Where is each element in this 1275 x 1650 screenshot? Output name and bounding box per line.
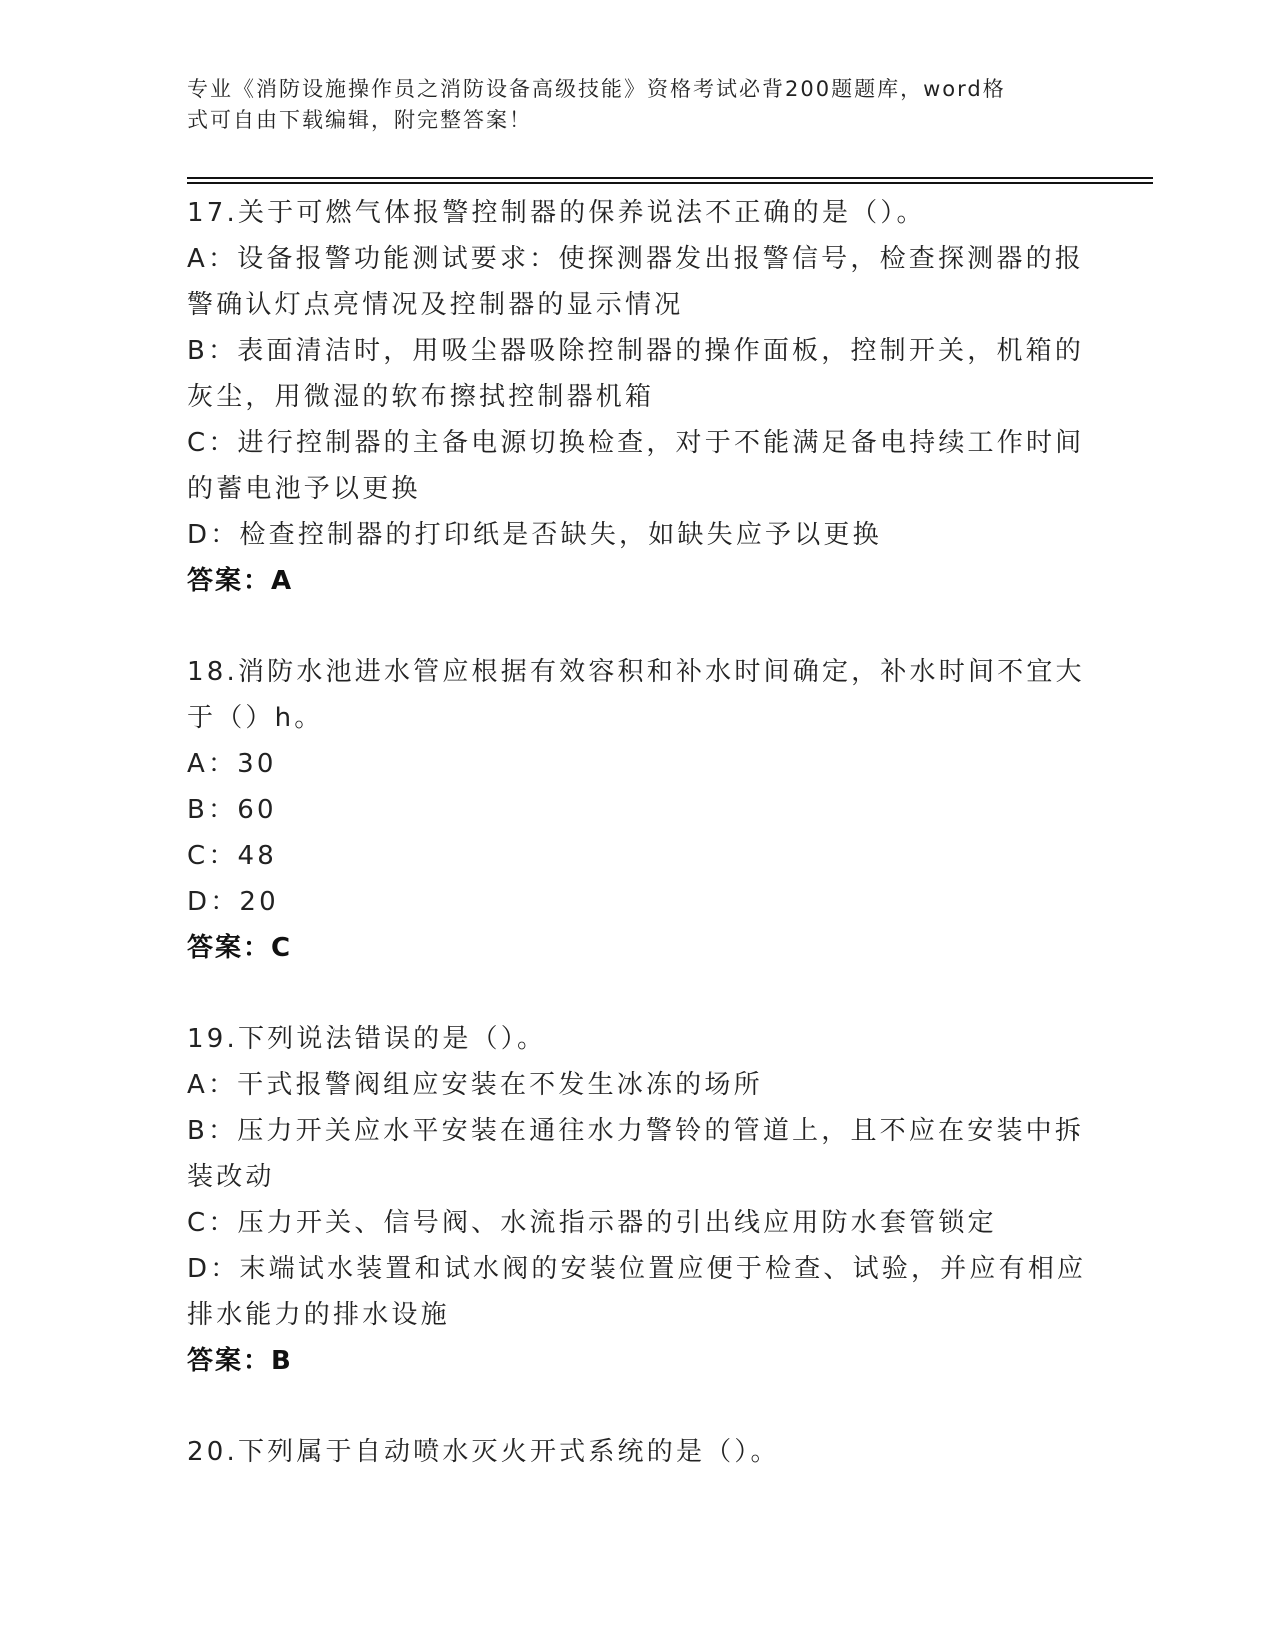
option-text: C：48	[187, 841, 278, 871]
question-block	[187, 1429, 1087, 1475]
header-divider-bottom	[187, 182, 1153, 184]
option-text: A：30	[187, 749, 277, 779]
option-text: 的蓄电池予以更换	[187, 474, 421, 504]
option-text: D：末端试水装置和试水阀的安装位置应便于检查、试验，并应有相应	[187, 1254, 1087, 1284]
option-text: 警确认灯点亮情况及控制器的显示情况	[187, 290, 684, 320]
answer-text: 答案：C	[187, 933, 293, 963]
option-text: C：压力开关、信号阀、水流指示器的引出线应用防水套管锁定	[187, 1208, 997, 1238]
question-text: 17.关于可燃气体报警控制器的保养说法不正确的是（）。	[187, 198, 926, 228]
question-block	[187, 1016, 1087, 1384]
option-text: A：干式报警阀组应安装在不发生冰冻的场所	[187, 1070, 763, 1100]
question-list	[187, 190, 1087, 1520]
document-header	[187, 74, 1067, 136]
question-block	[187, 649, 1087, 971]
option-text: B：60	[187, 795, 277, 825]
question-text: 20.下列属于自动喷水灭火开式系统的是（）。	[187, 1437, 780, 1467]
question-block	[187, 190, 1087, 604]
option-text: A：设备报警功能测试要求：使探测器发出报警信号，检查探测器的报	[187, 244, 1084, 274]
header-divider-top	[187, 177, 1153, 179]
question-text: 于（）h。	[187, 703, 324, 733]
option-text: B：压力开关应水平安装在通往水力警铃的管道上，且不应在安装中拆	[187, 1116, 1085, 1146]
option-text: 装改动	[187, 1162, 275, 1192]
question-text: 18.消防水池进水管应根据有效容积和补水时间确定，补水时间不宜大	[187, 657, 1085, 687]
answer-text: 答案：B	[187, 1346, 293, 1376]
answer-text: 答案：A	[187, 566, 294, 596]
option-text: 灰尘，用微湿的软布擦拭控制器机箱	[187, 382, 655, 412]
option-text: 排水能力的排水设施	[187, 1300, 450, 1330]
header-line-2: 式可自由下载编辑，附完整答案！	[187, 108, 532, 132]
option-text: D：20	[187, 887, 279, 917]
option-text: B：表面清洁时，用吸尘器吸除控制器的操作面板，控制开关，机箱的	[187, 336, 1085, 366]
option-text: C：进行控制器的主备电源切换检查，对于不能满足备电持续工作时间	[187, 428, 1085, 458]
question-text: 19.下列说法错误的是（）。	[187, 1024, 547, 1054]
header-line-1: 专业《消防设施操作员之消防设备高级技能》资格考试必背200题题库，word格	[187, 77, 1006, 101]
option-text: D：检查控制器的打印纸是否缺失，如缺失应予以更换	[187, 520, 882, 550]
